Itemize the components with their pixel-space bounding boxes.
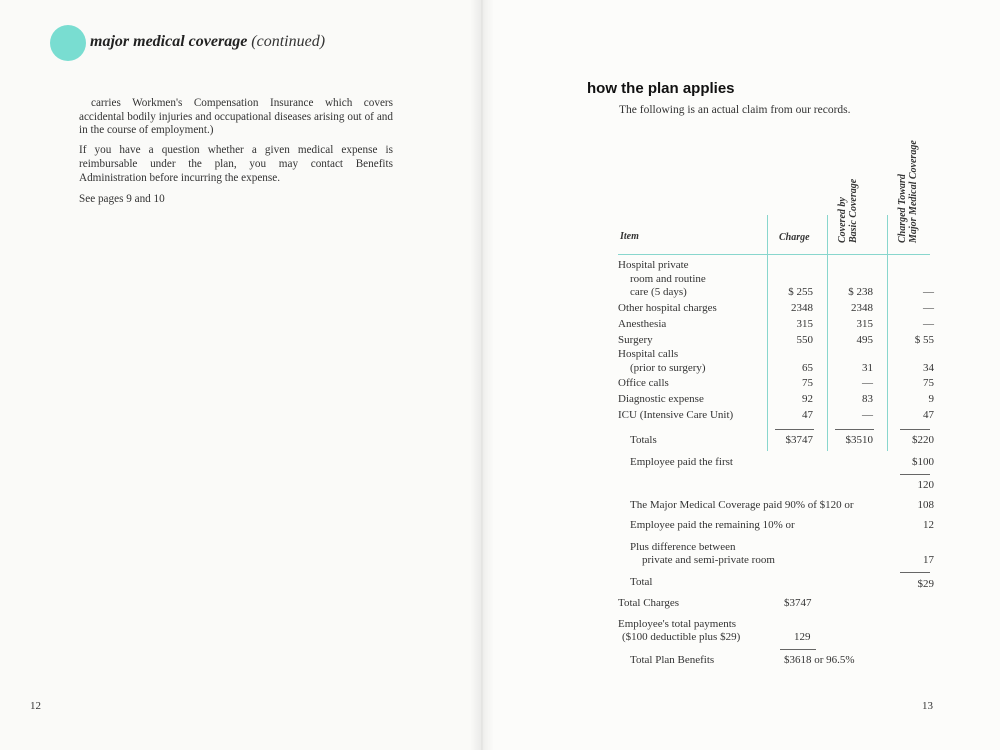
- book-gutter: [470, 0, 494, 750]
- row-charge: 550: [796, 334, 813, 346]
- row-item: room and routine: [630, 273, 706, 285]
- row-major: —: [923, 318, 934, 330]
- row-basic: 315: [856, 318, 873, 330]
- employee-total-value: 129: [794, 631, 811, 643]
- header-basic-line1: Covered by: [837, 197, 848, 243]
- row-item: Hospital calls: [618, 348, 679, 360]
- paragraph-question: If you have a question whether a given medical expense is reimbursable under the plan, you may contact Benefits Administration before incurring the expense.: [79, 144, 393, 184]
- sum-rule-charge: [775, 429, 814, 430]
- table-row: [482, 286, 1000, 302]
- row-basic: —: [862, 409, 873, 421]
- page-number-left: 12: [30, 700, 41, 712]
- teal-circle-icon: [50, 25, 86, 61]
- row-major: —: [923, 286, 934, 298]
- employee-first-value: $100: [912, 456, 934, 468]
- subtotal-value: 120: [917, 479, 934, 491]
- row-basic: 495: [856, 334, 873, 346]
- totals-basic: $3510: [845, 434, 873, 446]
- row-major: 75: [923, 377, 934, 389]
- header-major-line2: Major Medical Coverage: [908, 140, 919, 243]
- row-major: —: [923, 302, 934, 314]
- totals-major: $220: [912, 434, 934, 446]
- total-charges-row: [482, 597, 1000, 613]
- header-charge: Charge: [779, 232, 810, 243]
- difference-value: 17: [923, 554, 934, 566]
- total-charges-value: $3747: [784, 597, 812, 609]
- row-item: Surgery: [618, 334, 653, 346]
- header-basic-line2: Basic Coverage: [848, 178, 859, 243]
- header-basic: [837, 179, 859, 243]
- row-major: 47: [923, 409, 934, 421]
- row-item: Diagnostic expense: [618, 393, 704, 405]
- sum-rule-employee-total: [780, 649, 816, 650]
- difference-label-2: private and semi-private room: [642, 554, 775, 566]
- row-basic: 31: [862, 362, 873, 374]
- row-item: ICU (Intensive Care Unit): [618, 409, 734, 421]
- employee-total-label-2: ($100 deductible plus $29): [622, 631, 741, 643]
- row-item: care (5 days): [630, 286, 687, 298]
- row-basic: 2348: [851, 302, 873, 314]
- remaining-label: Employee paid the remaining 10% or: [630, 519, 795, 531]
- row-charge: 47: [802, 409, 813, 421]
- row-charge: 75: [802, 377, 813, 389]
- intro-text: The following is an actual claim from our records.: [619, 104, 851, 116]
- see-pages-reference: See pages 9 and 10: [79, 193, 165, 206]
- mm-paid-value: 108: [917, 499, 934, 511]
- sum-rule-basic: [835, 429, 874, 430]
- table-row: [482, 362, 1000, 378]
- row-charge: $ 255: [788, 286, 813, 298]
- page-title: how the plan applies: [587, 80, 735, 97]
- header-major: [897, 140, 919, 243]
- row-item: Anesthesia: [618, 318, 667, 330]
- totals-charge: $3747: [785, 434, 813, 446]
- header-item: Item: [620, 231, 639, 242]
- difference-row-2: [482, 554, 1000, 570]
- row-charge: 65: [802, 362, 813, 374]
- row-item: Other hospital charges: [618, 302, 717, 314]
- row-basic: $ 238: [848, 286, 873, 298]
- sum-rule-subtotal: [900, 474, 930, 475]
- sum-rule-major: [900, 429, 930, 430]
- total-label: Total: [630, 576, 653, 588]
- row-charge: 2348: [791, 302, 813, 314]
- table-row: [482, 393, 1000, 409]
- row-item: Hospital private: [618, 259, 689, 271]
- sum-rule-total: [900, 572, 930, 573]
- left-body-text: [79, 97, 393, 213]
- row-basic: 83: [862, 393, 873, 405]
- row-major: $ 55: [914, 334, 934, 346]
- plan-benefits-label: Total Plan Benefits: [630, 654, 715, 666]
- employee-total-row-2: [482, 631, 1000, 647]
- row-major: 34: [923, 362, 934, 374]
- mm-paid-row: [482, 499, 1000, 515]
- employee-first-row: [482, 456, 1000, 472]
- paragraph-workmens-comp: carries Workmen's Compensation Insurance which covers accidental bodily injuries and occupational diseases arising out of and in the course of employment.): [79, 97, 393, 137]
- subtotal-row: [482, 479, 1000, 495]
- table-row: [482, 409, 1000, 425]
- total-charges-label: Total Charges: [618, 597, 680, 609]
- row-item: (prior to surgery): [630, 362, 706, 374]
- header-major-line1: Charged Toward: [897, 174, 908, 243]
- table-row: [482, 302, 1000, 318]
- totals-row: [482, 434, 1000, 450]
- plan-benefits-row: [482, 654, 1000, 670]
- page-number-right: 13: [922, 700, 933, 712]
- plan-benefits-value: $3618 or 96.5%: [784, 654, 855, 666]
- employee-first-label: Employee paid the first: [630, 456, 733, 468]
- employee-total-label-1: Employee's total payments: [618, 618, 737, 630]
- header-rule: [618, 254, 930, 255]
- row-major: 9: [928, 393, 934, 405]
- row-charge: 315: [796, 318, 813, 330]
- row-charge: 92: [802, 393, 813, 405]
- mm-paid-label: The Major Medical Coverage paid 90% of $120 or: [630, 499, 854, 511]
- table-row: [482, 377, 1000, 393]
- row-item: Office calls: [618, 377, 669, 389]
- remaining-value: 12: [923, 519, 934, 531]
- heading-continued: (continued): [251, 33, 326, 50]
- total-row: [482, 576, 1000, 592]
- difference-label-1: Plus difference between: [630, 541, 736, 553]
- totals-label: Totals: [630, 434, 657, 446]
- table-row: [482, 318, 1000, 334]
- total-value: $29: [917, 578, 934, 590]
- right-page: [482, 0, 1000, 750]
- heading-main: major medical coverage: [90, 33, 248, 50]
- row-basic: —: [862, 377, 873, 389]
- section-heading: [90, 33, 325, 51]
- left-page: [0, 0, 482, 750]
- remaining-row: [482, 519, 1000, 535]
